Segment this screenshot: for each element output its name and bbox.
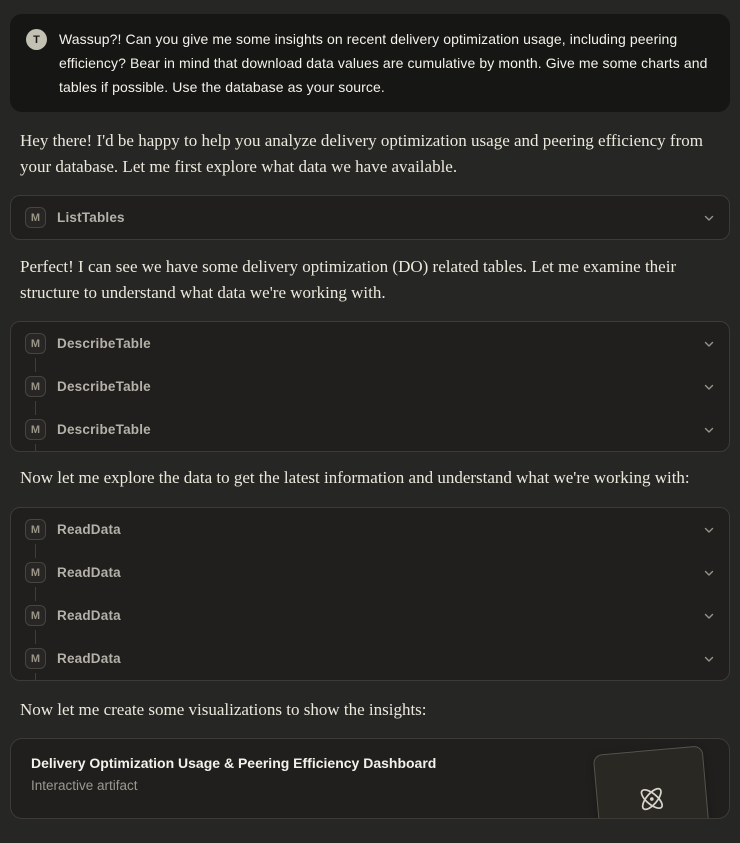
user-avatar: T [26, 29, 47, 50]
tool-group-read-data [10, 507, 730, 681]
artifact-title: Delivery Optimization Usage & Peering Efficiency Dashboard [31, 755, 437, 771]
mcp-tool-badge: M [25, 207, 46, 228]
chevron-down-icon [703, 338, 715, 350]
tool-call-label: ListTables [57, 210, 125, 225]
user-message-bubble [10, 14, 730, 112]
chevron-down-icon [703, 524, 715, 536]
mcp-tool-badge: M [25, 648, 46, 669]
tool-call-label: DescribeTable [57, 336, 151, 351]
tool-group-list-tables [10, 195, 730, 240]
user-message-text: Wassup?! Can you give me some insights on recent delivery optimization usage, including peering efficiency? Bear in mind that download data values are cumulative by month. Give me some charts and tables if possible. Use the database as your source. [59, 31, 708, 95]
tool-call-row-listtables[interactable] [11, 196, 729, 239]
assistant-paragraph-3: Now let me explore the data to get the latest information and understand what we're working with: [20, 468, 690, 487]
tool-call-label: ReadData [57, 565, 121, 580]
tool-call-row-describetable-3[interactable] [11, 408, 729, 451]
chevron-down-icon [703, 381, 715, 393]
tool-call-row-describetable-1[interactable] [11, 322, 729, 365]
tool-call-label: ReadData [57, 522, 121, 537]
artifact-card[interactable] [10, 738, 730, 819]
tool-call-label: ReadData [57, 651, 121, 666]
chevron-down-icon [703, 212, 715, 224]
tool-call-row-readdata-3[interactable] [11, 594, 729, 637]
tool-call-row-readdata-2[interactable] [11, 551, 729, 594]
assistant-paragraph-2: Perfect! I can see we have some delivery optimization (DO) related tables. Let me examine their structure to understand what data we're working with. [20, 257, 677, 302]
mcp-tool-badge: M [25, 419, 46, 440]
chevron-down-icon [703, 424, 715, 436]
chevron-down-icon [703, 653, 715, 665]
assistant-paragraph-1: Hey there! I'd be happy to help you analyze delivery optimization usage and peering efficiency from your database. Let me first explore what data we have available. [20, 131, 703, 176]
atom-icon [633, 780, 670, 819]
assistant-paragraph-4: Now let me create some visualizations to show the insights: [20, 700, 427, 719]
artifact-preview-thumbnail [593, 745, 711, 819]
chevron-down-icon [703, 567, 715, 579]
tool-group-describe-table [10, 321, 730, 452]
tool-call-label: DescribeTable [57, 379, 151, 394]
tool-call-row-readdata-4[interactable] [11, 637, 729, 680]
tool-call-row-readdata-1[interactable] [11, 508, 729, 551]
artifact-subtitle: Interactive artifact [31, 778, 138, 793]
chevron-down-icon [703, 610, 715, 622]
mcp-tool-badge: M [25, 519, 46, 540]
mcp-tool-badge: M [25, 333, 46, 354]
tool-call-label: DescribeTable [57, 422, 151, 437]
mcp-tool-badge: M [25, 605, 46, 626]
mcp-tool-badge: M [25, 562, 46, 583]
tool-call-row-describetable-2[interactable] [11, 365, 729, 408]
mcp-tool-badge: M [25, 376, 46, 397]
tool-call-label: ReadData [57, 608, 121, 623]
